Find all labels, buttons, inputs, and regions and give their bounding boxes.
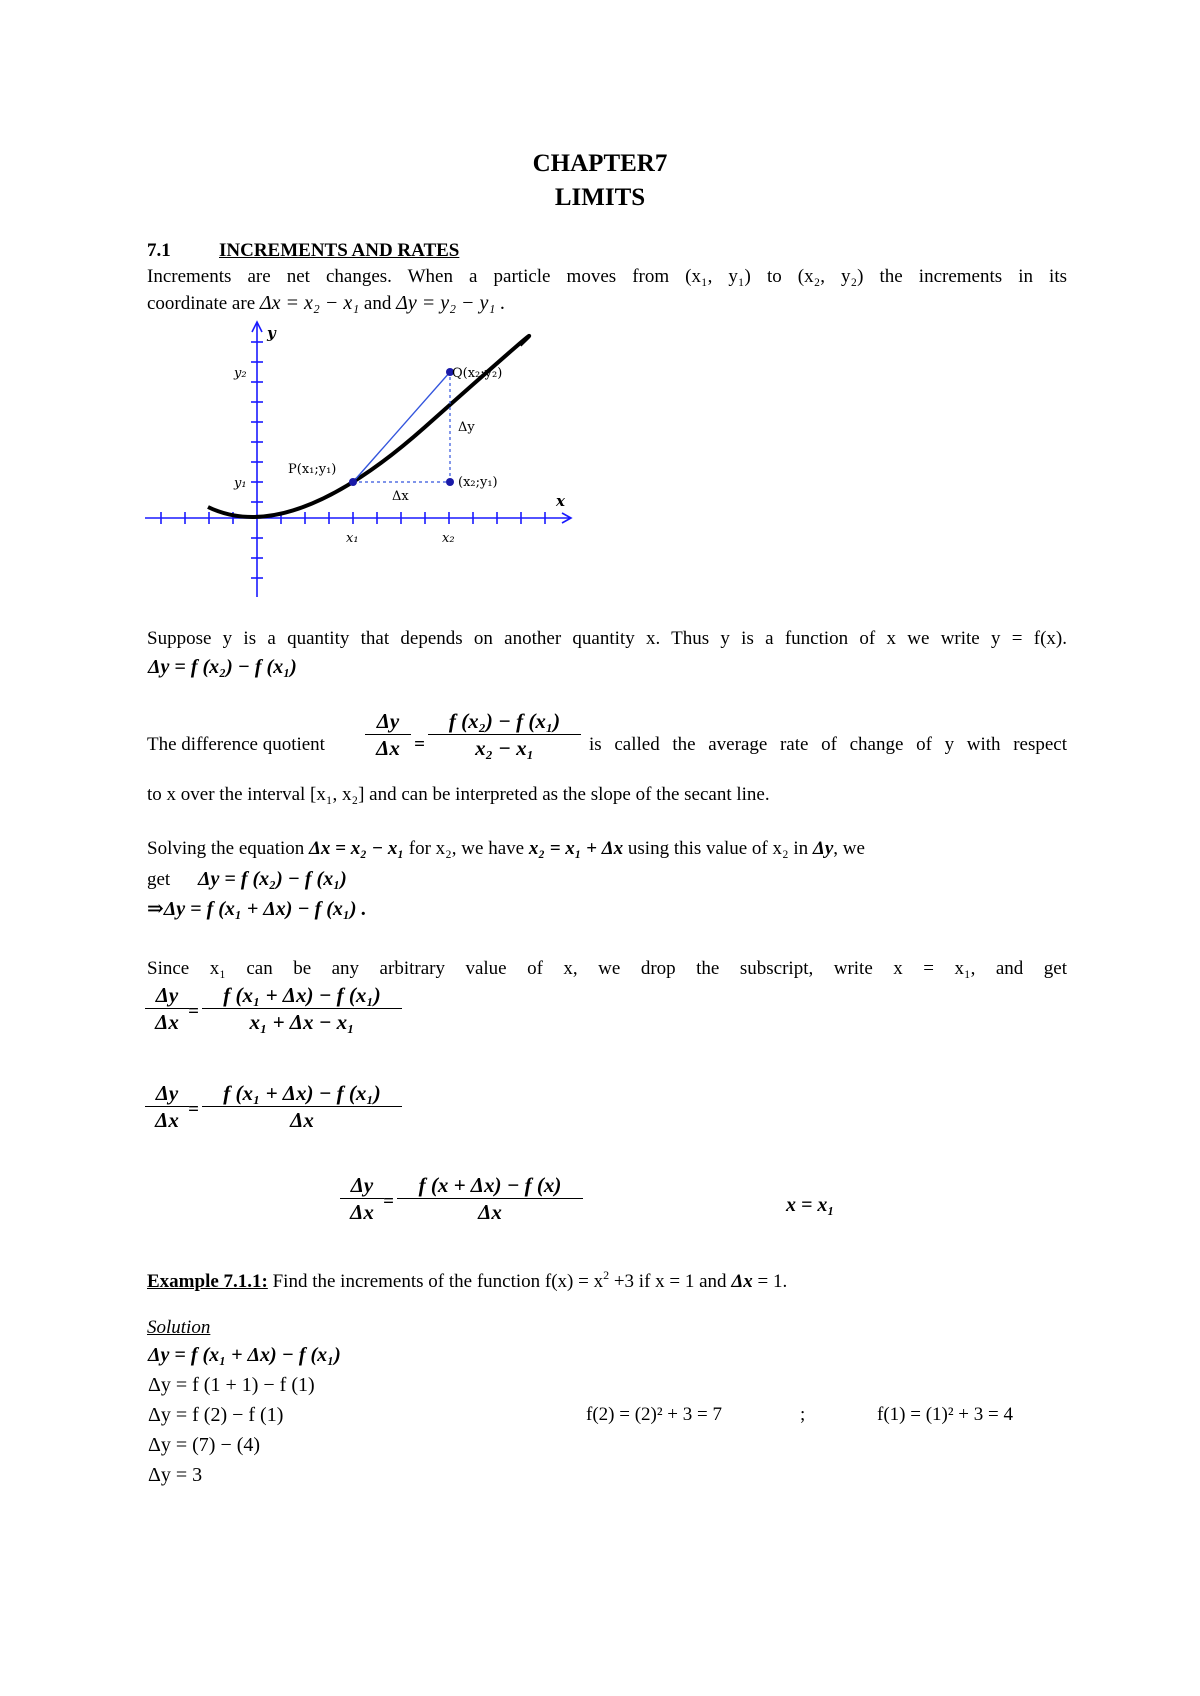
intro-line-2-text: coordinate are [147,293,256,314]
y-axis-label: y [267,324,276,342]
quotient-lhs [365,708,411,761]
label-point-q: Q(x₂;y₂) [452,366,503,381]
frac3-rhs-numerator: f (x + Δx) − f (x) [397,1172,583,1199]
frac2-rhs-denominator: Δx [290,1108,314,1132]
solving-math-3: Δy [812,838,834,859]
intro-and: and [363,293,392,314]
solving-text-1: Solving the equation [147,838,305,859]
section-title: INCREMENTS AND RATES [219,240,460,261]
axes [145,322,571,597]
frac1-lhs [145,982,189,1035]
solving-text-4: , we [833,838,865,859]
example-exponent: 2 [603,1268,610,1282]
quotient-rhs-numerator: f (x₂) − f (x₁) [428,708,581,735]
quotient-rhs [428,708,581,761]
tick-label-y2: y₂ [234,366,247,381]
label-delta-y: Δy [458,420,475,435]
frac2-lhs [145,1080,189,1133]
difference-quotient-line-2: to x over the interval [x₁, x₂] and can be interpreted as the slope of the secant line. [147,784,770,805]
chapter-topic: LIMITS [554,184,646,211]
frac3-equals: = [383,1191,394,1212]
quotient-lhs-numerator: Δy [365,708,411,735]
frac2-lhs-denominator: Δx [155,1108,179,1132]
solving-equation-2: ⇒Δy = f (x₁ + Δx) − f (x₁) . [147,898,367,920]
solution-line-5: Δy = 3 [148,1464,203,1486]
example-text-a: Find the increments of the function f(x) = x [272,1271,604,1292]
example-text-b: +3 if x = 1 and [609,1271,732,1292]
solution-line-2: Δy = f (1 + 1) − f (1) [148,1374,315,1396]
label-point-corner: (x₂;y₁) [458,475,498,490]
frac3-condition: x = x₁ [786,1194,835,1216]
solving-line [147,837,1067,861]
example-line [147,1263,787,1294]
example-text-c: = 1. [752,1271,788,1292]
x-axis-label: x [556,492,565,510]
example-label: Example 7.1.1: [147,1271,268,1292]
increment-figure [140,315,580,605]
solving-math-2: x₂ = x₁ + Δx [528,838,624,859]
frac2-equals: = [188,1099,199,1120]
frac2-lhs-numerator: Δy [145,1080,189,1107]
tick-label-x1: x₁ [346,531,359,546]
example-dx: Δx [731,1271,753,1292]
section-number: 7.1 [147,240,171,261]
frac1-lhs-numerator: Δy [145,982,189,1009]
solution-line-1: Δy = f (x₁ + Δx) − f (x₁) [148,1344,341,1366]
solution-f1-calc: f(1) = (1)² + 3 = 4 [877,1404,1013,1425]
tick-label-x2: x₂ [442,531,455,546]
intro-line-1: Increments are net changes. When a particle moves from (x₁, y₁) to (x₂, y₂) the increments in its [147,266,1067,287]
label-point-p: P(x₁;y₁) [288,462,337,477]
frac1-lhs-denominator: Δx [155,1010,179,1034]
chapter-heading: CHAPTER7 [532,150,668,177]
solution-line-4: Δy = (7) − (4) [148,1434,261,1456]
difference-quotient-intro: The difference quotient [147,734,325,755]
solution-label: Solution [147,1317,211,1338]
function-paragraph: Suppose y is a quantity that depends on another quantity x. Thus y is a function of x we write y = f(x). [147,628,1067,649]
frac3-rhs-denominator: Δx [478,1200,502,1224]
solving-text-2: for x₂, we have [408,838,525,859]
frac1-equals: = [188,1001,199,1022]
solving-equation-1: Δy = f (x₂) − f (x₁) [198,868,347,890]
secant-line [353,372,450,482]
dx-definition: Δx = x₂ − x₁ [259,292,360,314]
solving-text-3: using this value of x₂ in [627,838,809,859]
point-corner [446,478,454,486]
tick-label-y1: y₁ [234,476,247,491]
frac2-rhs [202,1080,402,1133]
intro-line-2 [147,291,505,316]
solution-f2-calc: f(2) = (2)² + 3 = 7 [586,1404,722,1425]
solution-line-3: Δy = f (2) − f (1) [148,1404,284,1426]
solving-math-1: Δx = x₂ − x₁ [309,838,405,859]
label-delta-x: Δx [392,489,409,504]
since-paragraph: Since x₁ can be any arbitrary value of x, we drop the subscript, write x = x₁, and get [147,958,1067,979]
quotient-lhs-denominator: Δx [376,736,400,760]
quotient-rhs-denominator: x₂ − x₁ [475,736,534,760]
dy-definition: Δy = y₂ − y₁ . [396,292,506,314]
frac2-rhs-numerator: f (x₁ + Δx) − f (x₁) [202,1080,402,1107]
frac3-lhs-denominator: Δx [350,1200,374,1224]
frac3-rhs [397,1172,583,1225]
difference-quotient-after: is called the average rate of change of y with respect [589,734,1067,755]
point-p [349,478,357,486]
frac3-lhs [340,1172,384,1225]
quotient-equals: = [414,734,425,755]
frac1-rhs-numerator: f (x₁ + Δx) − f (x₁) [202,982,402,1009]
equation-dy-f: Δy = f (x₂) − f (x₁) [148,656,297,678]
frac1-rhs-denominator: x₁ + Δx − x₁ [249,1010,355,1034]
frac3-lhs-numerator: Δy [340,1172,384,1199]
solving-get: get [147,869,171,890]
frac1-rhs [202,982,402,1035]
solution-separator: ; [800,1404,806,1425]
